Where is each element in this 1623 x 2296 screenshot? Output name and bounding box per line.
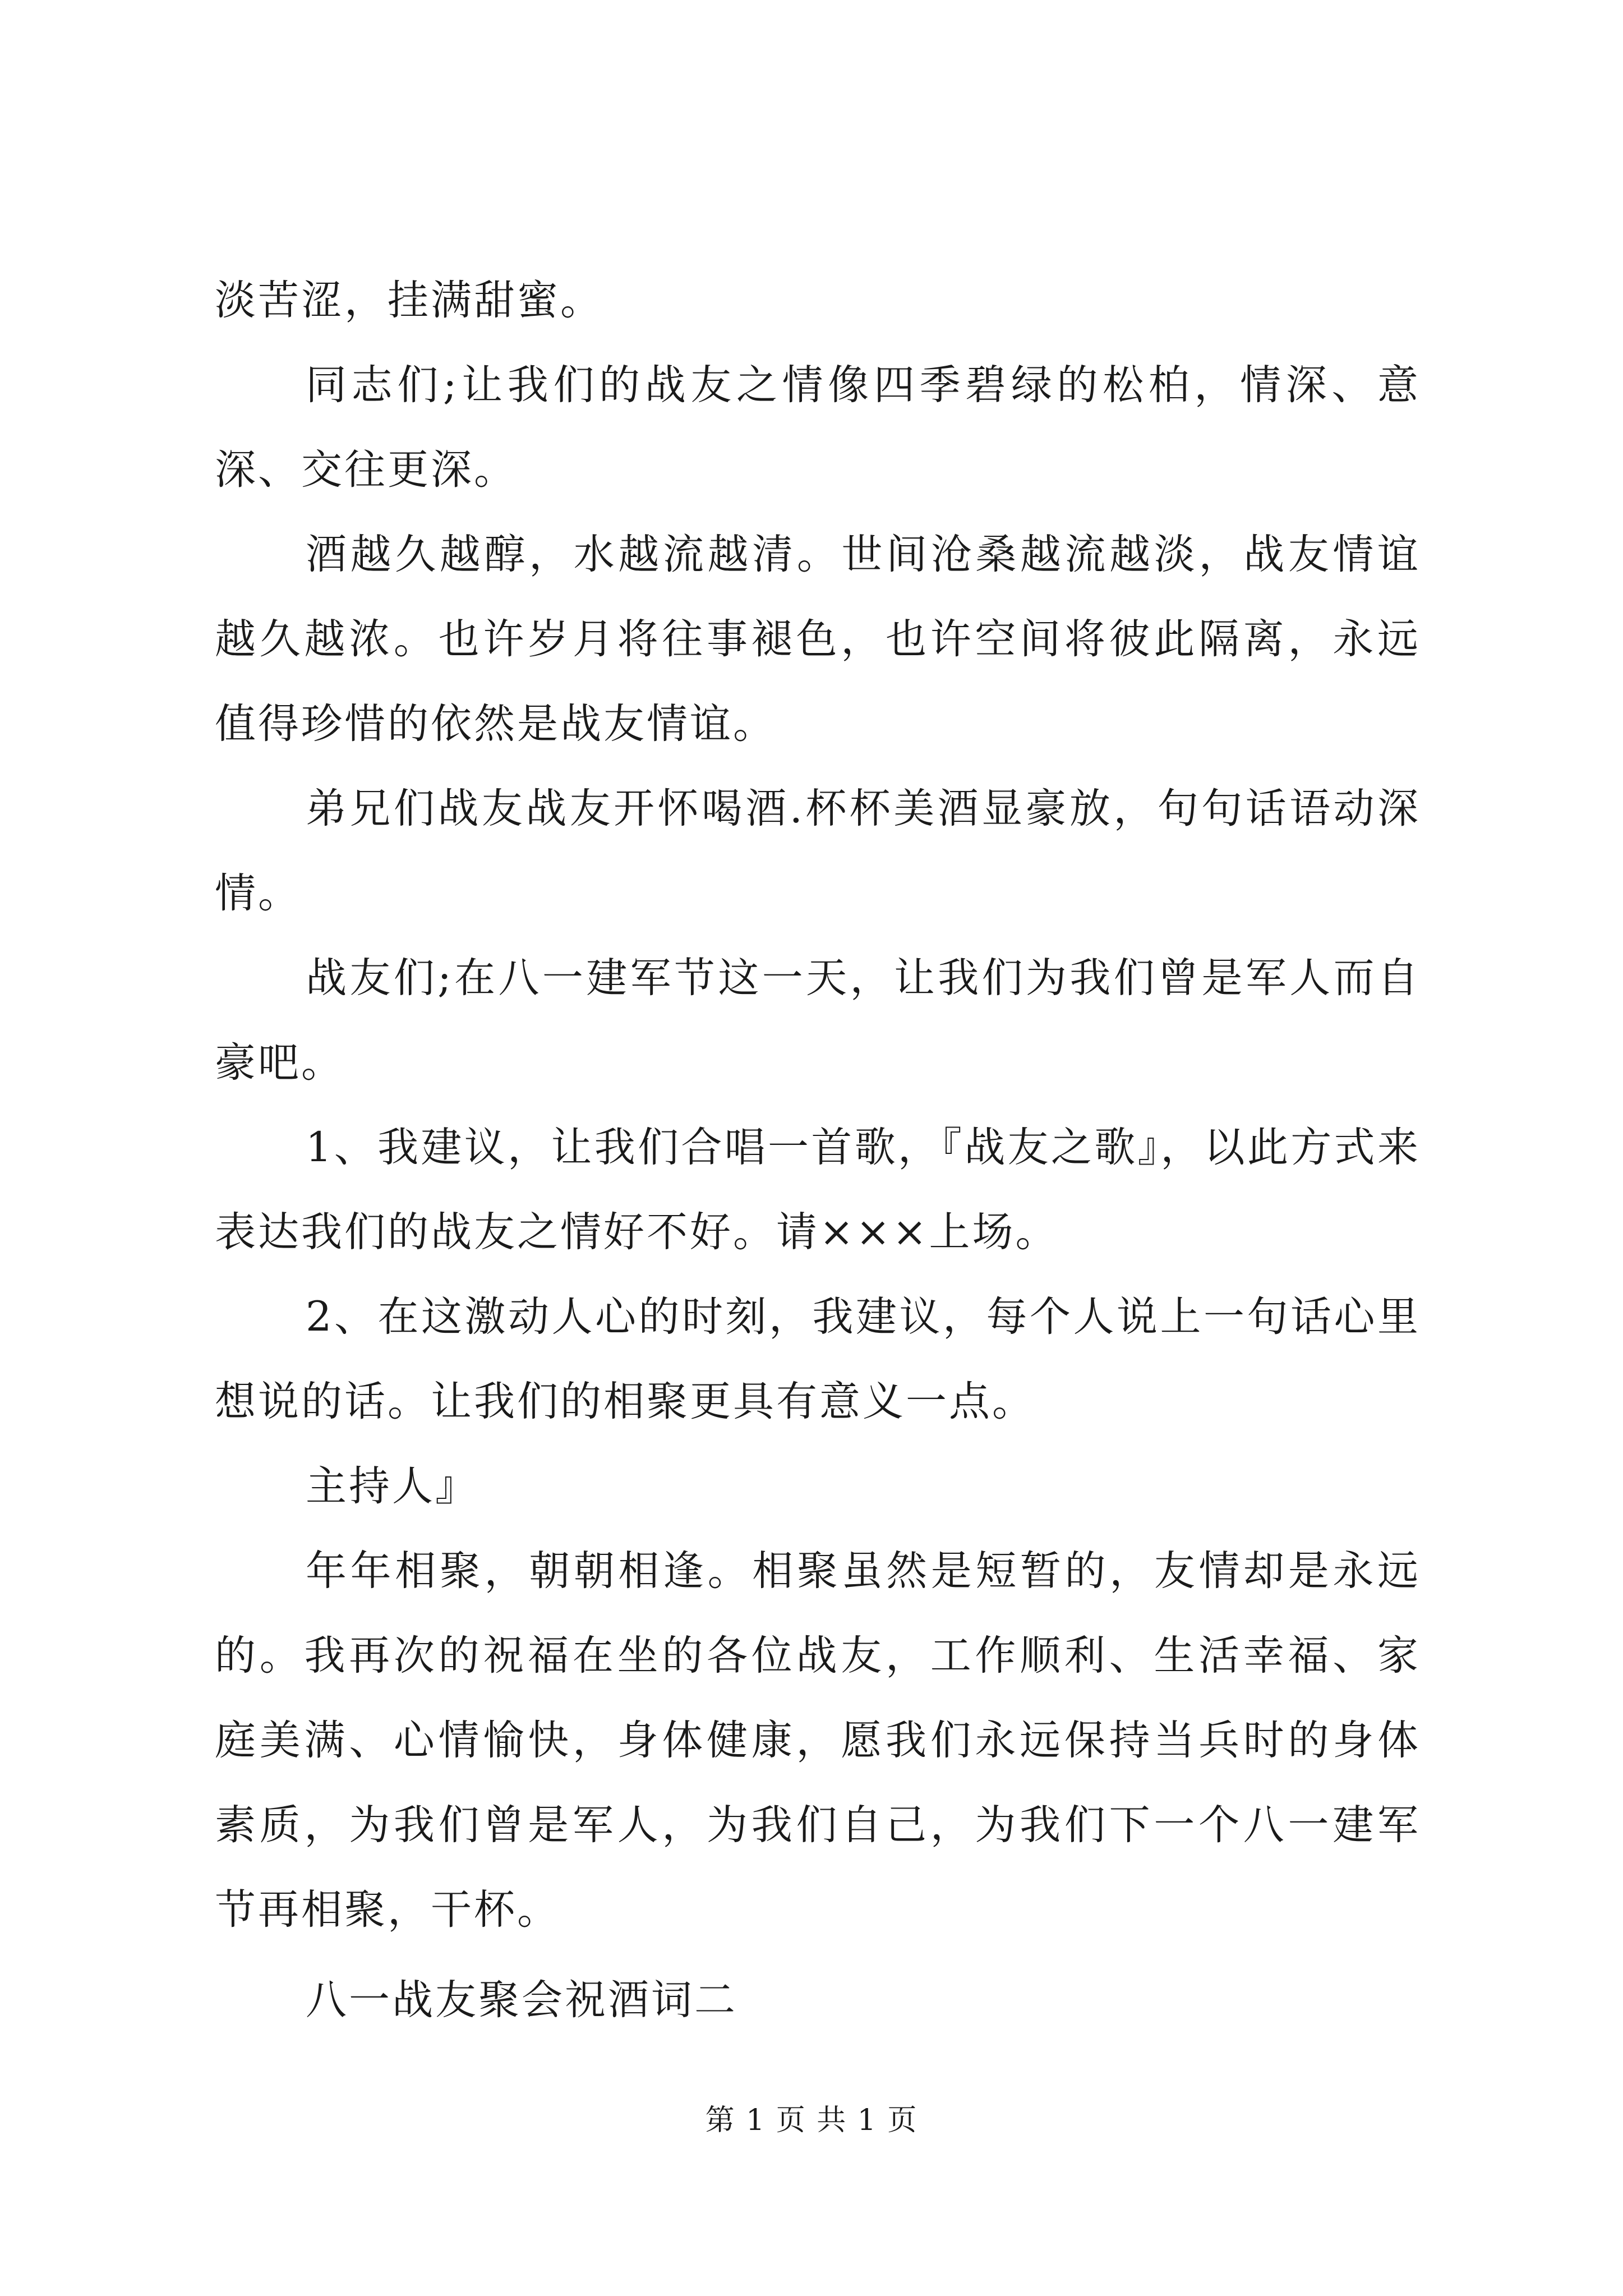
- paragraph-8: 主持人』: [306, 1462, 478, 1510]
- paragraph-9: 年年相聚，朝朝相逢。相聚虽然是短暂的，友情却是永远的。我再次的祝福在坐的各位战友，工作顺利、生活幸福、家庭美满、心情愉快，身体健康，愿我们永远保持当兵时的身体素质，为我们曾是军人，为我们自己，为我们下一个八一建军节再相聚，干杯。: [215, 1547, 1421, 1934]
- paragraph-4: 弟兄们战友战友开怀喝酒.杯杯美酒显豪放，句句话语动深情。: [215, 785, 1421, 917]
- page-footer: 第 1 页 共 1 页: [705, 2104, 918, 2137]
- paragraph-1: 淡苦涩，挂满甜蜜。: [215, 277, 603, 324]
- paragraph-6: 1、我建议，让我们合唱一首歌，『战友之歌』，以此方式来表达我们的战友之情好不好。请×××上场。: [215, 1124, 1421, 1256]
- section-heading: 八一战友聚会祝酒词二: [306, 1976, 737, 2024]
- document-body: [215, 258, 1421, 2042]
- paragraph-2: 同志们;让我们的战友之情像四季碧绿的松柏，情深、意深、交往更深。: [215, 361, 1421, 494]
- paragraph-7: 2、在这激动人心的时刻，我建议，每个人说上一句话心里想说的话。让我们的相聚更具有意义一点。: [215, 1293, 1421, 1425]
- paragraph-5: 战友们;在八一建军节这一天，让我们为我们曾是军人而自豪吧。: [215, 954, 1421, 1087]
- paragraph-3: 酒越久越醇，水越流越清。世间沧桑越流越淡，战友情谊越久越浓。也许岁月将往事褪色，也许空间将彼此隔离，永远值得珍惜的依然是战友情谊。: [215, 531, 1421, 748]
